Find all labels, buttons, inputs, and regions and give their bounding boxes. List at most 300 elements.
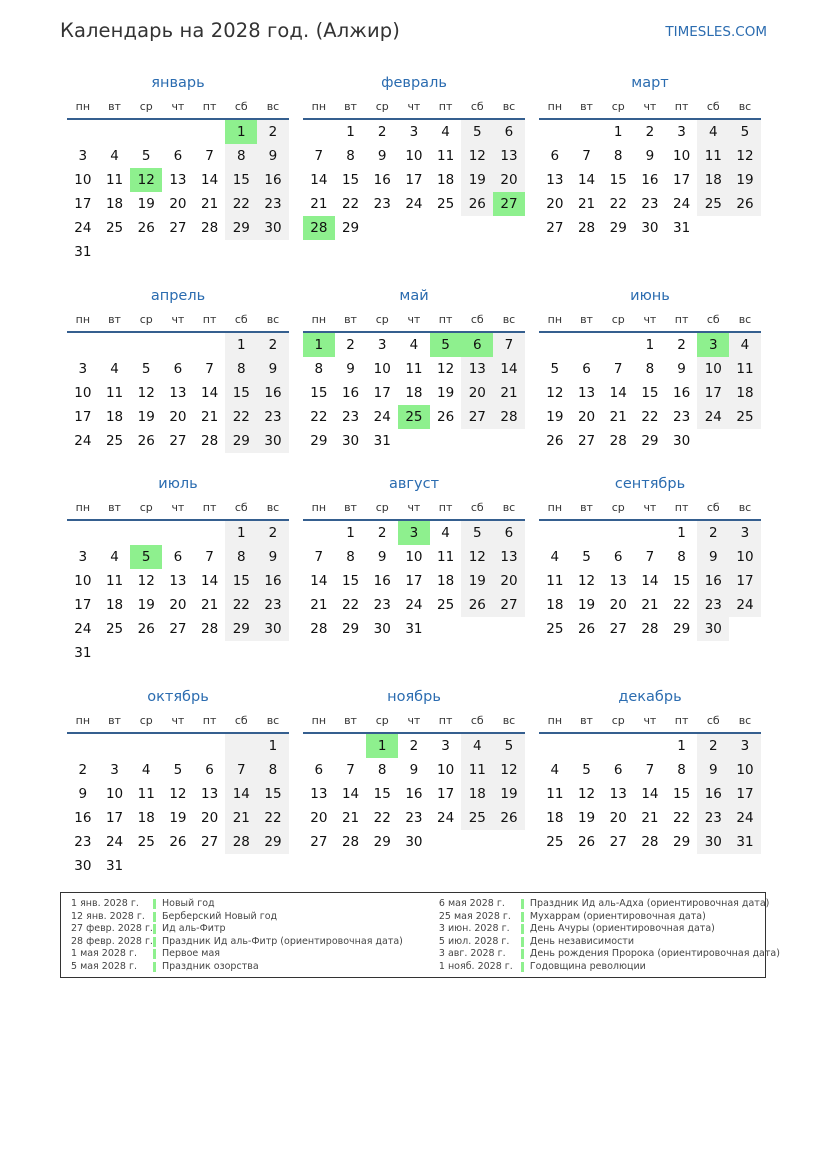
day-cell-empty: [257, 641, 289, 665]
day-cell: 7: [346, 762, 355, 778]
day-cell: 20: [310, 810, 328, 826]
legend-date: 1 нояб. 2028 г.: [438, 960, 513, 972]
day-cell: 10: [729, 758, 761, 782]
day-cell: 30: [373, 621, 391, 637]
weekday-label: пт: [202, 100, 217, 113]
day-cell: 8: [346, 148, 355, 164]
day-cell-empty: [130, 240, 162, 264]
day-cell: 29: [609, 220, 627, 236]
day-cell: 2: [257, 521, 289, 545]
day-cell: 2: [697, 734, 729, 758]
day-cell: 31: [729, 830, 761, 854]
day-cell: 20: [201, 810, 219, 826]
day-cell: 9: [346, 361, 355, 377]
week-row: [303, 521, 525, 545]
day-cell-empty: [162, 734, 194, 758]
day-cell: 7: [645, 549, 655, 565]
day-cell: 1: [613, 124, 623, 140]
day-cell: 10: [697, 357, 729, 381]
week-row: [67, 216, 289, 240]
day-cell: 25: [437, 196, 455, 212]
weekday-label: вс: [266, 100, 280, 113]
day-cell: 1: [346, 124, 355, 140]
day-cell: 5: [461, 120, 493, 144]
day-cell: 16: [74, 810, 92, 826]
day-cell: 19: [577, 810, 596, 826]
legend-date: 12 янв. 2028 г.: [71, 910, 145, 922]
day-cell: 24: [673, 196, 691, 212]
weekday-header: [67, 497, 289, 521]
legend-holiday-name: День рождения Пророка (ориентировочная дата): [529, 948, 780, 960]
day-cell: 22: [225, 593, 257, 617]
day-cell: 1: [677, 738, 686, 754]
day-cell: 29: [641, 433, 659, 449]
weekday-label: вт: [344, 313, 357, 326]
weekday-label: чт: [407, 100, 421, 113]
weekday-label: ср: [139, 313, 153, 326]
day-cell: 9: [257, 144, 289, 168]
weekday-label: вт: [344, 100, 357, 113]
day-cell: 17: [74, 597, 92, 613]
day-cell: 23: [74, 834, 92, 850]
legend-date: 3 июн. 2028 г.: [438, 923, 510, 935]
weekday-header: [539, 497, 761, 521]
day-cell-empty: [493, 617, 525, 641]
holiday-legend: [60, 892, 780, 978]
legend-holiday-name: Годовщина революции: [529, 960, 646, 972]
day-cell: 10: [74, 385, 92, 401]
day-cell: 29: [341, 621, 360, 637]
day-cell: 13: [546, 172, 564, 188]
day-cell: 9: [377, 148, 387, 164]
day-cell: 6: [314, 762, 324, 778]
weekday-label: сб: [706, 313, 720, 326]
day-cell: 9: [377, 549, 387, 565]
day-cell: 25: [546, 834, 564, 850]
day-cell-empty: [162, 854, 194, 878]
day-cell-empty: [194, 120, 226, 144]
weekday-label: вс: [502, 100, 516, 113]
holiday-day-cell: 3: [398, 521, 430, 545]
week-row: [303, 734, 525, 758]
day-cell: 5: [582, 762, 591, 778]
day-cell: 10: [373, 361, 391, 377]
weekday-label: вт: [344, 501, 357, 514]
week-row: [303, 429, 525, 453]
day-cell: 21: [641, 597, 659, 613]
day-cell: 21: [225, 806, 257, 830]
day-cell: 10: [74, 172, 92, 188]
day-cell: 13: [493, 545, 525, 569]
day-cell: 8: [257, 758, 289, 782]
legend-date: 27 февр. 2028 г.: [71, 923, 153, 935]
weekday-label: пт: [438, 714, 453, 727]
week-row: [67, 333, 289, 357]
holiday-day-cell: 5: [430, 333, 462, 357]
day-cell: 10: [74, 573, 92, 589]
day-cell: 4: [550, 549, 560, 565]
week-row: [539, 569, 761, 593]
day-cell-empty: [162, 333, 194, 357]
day-cell-empty: [162, 240, 194, 264]
day-cell: 24: [105, 834, 124, 850]
day-cell: 3: [78, 549, 88, 565]
day-cell: 5: [582, 549, 591, 565]
week-row: [539, 617, 761, 641]
day-cell: 14: [641, 573, 659, 589]
day-cell-empty: [539, 333, 571, 357]
day-cell: 30: [697, 830, 729, 854]
day-cell: 6: [173, 148, 183, 164]
day-cell: 30: [697, 617, 729, 641]
month-name: январь: [151, 75, 205, 91]
day-cell: 15: [225, 168, 257, 192]
weekday-header: [303, 96, 525, 120]
day-cell: 16: [405, 786, 423, 802]
day-cell: 22: [641, 409, 659, 425]
day-cell: 7: [225, 758, 257, 782]
day-cell: 29: [257, 830, 289, 854]
day-cell: 10: [105, 786, 124, 802]
day-cell: 15: [373, 786, 391, 802]
weekday-label: чт: [643, 501, 657, 514]
weekday-label: пн: [311, 714, 327, 727]
day-cell: 28: [577, 220, 596, 236]
day-cell: 6: [550, 148, 560, 164]
day-cell-empty: [194, 240, 226, 264]
weekday-label: вс: [502, 313, 516, 326]
weekday-label: пн: [75, 501, 91, 514]
holiday-marker: [521, 912, 524, 922]
day-cell: 19: [461, 569, 493, 593]
day-cell-empty: [194, 734, 226, 758]
legend-date: 28 февр. 2028 г.: [71, 935, 153, 947]
month-block: [539, 686, 761, 854]
month-block: [67, 285, 289, 453]
day-cell: 11: [461, 758, 493, 782]
day-cell: 5: [461, 521, 493, 545]
weekday-label: вт: [580, 100, 593, 113]
weekday-label: вс: [502, 501, 516, 514]
day-cell: 12: [577, 573, 596, 589]
weekday-label: вт: [580, 501, 593, 514]
day-cell-empty: [398, 216, 430, 240]
weekday-label: вс: [502, 714, 516, 727]
day-cell: 9: [677, 361, 686, 377]
month-block: [303, 285, 525, 453]
day-cell: 1: [677, 525, 686, 541]
legend-row: [439, 898, 780, 911]
day-cell: 13: [461, 357, 493, 381]
day-cell: 3: [409, 124, 419, 140]
day-cell: 21: [310, 597, 328, 613]
day-cell: 13: [609, 573, 627, 589]
day-cell: 13: [577, 385, 596, 401]
holiday-day-cell: 25: [398, 405, 430, 429]
day-cell: 27: [609, 621, 627, 637]
day-cell-empty: [225, 734, 257, 758]
weekday-header: [67, 710, 289, 734]
day-cell: 1: [346, 525, 355, 541]
day-cell: 11: [729, 357, 761, 381]
day-cell: 15: [257, 782, 289, 806]
legend-row: [439, 923, 780, 936]
day-cell: 6: [205, 762, 214, 778]
day-cell: 8: [225, 545, 257, 569]
week-row: [539, 381, 761, 405]
day-cell: 19: [729, 168, 761, 192]
day-cell: 27: [493, 593, 525, 617]
month-name: август: [388, 476, 440, 492]
legend-row: [439, 936, 780, 949]
day-cell: 26: [546, 433, 564, 449]
day-cell: 23: [697, 593, 729, 617]
week-row: [67, 758, 289, 782]
day-cell-empty: [194, 641, 226, 665]
day-cell: 2: [645, 124, 655, 140]
day-cell: 28: [641, 621, 659, 637]
day-cell-empty: [430, 617, 462, 641]
day-cell: 23: [697, 806, 729, 830]
day-cell: 2: [377, 124, 387, 140]
weekday-label: сб: [470, 313, 484, 326]
day-cell: 17: [74, 196, 92, 212]
day-cell: 5: [173, 762, 183, 778]
day-cell-empty: [67, 120, 99, 144]
day-cell: 21: [201, 597, 219, 613]
day-cell-empty: [257, 854, 289, 878]
day-cell: 19: [546, 409, 564, 425]
weekday-label: сб: [234, 100, 248, 113]
holiday-day-cell: 6: [461, 333, 493, 357]
weekday-label: чт: [171, 714, 185, 727]
weekday-label: пт: [202, 313, 217, 326]
day-cell: 26: [169, 834, 187, 850]
day-cell: 4: [110, 148, 119, 164]
day-cell: 24: [697, 405, 729, 429]
month-name: октябрь: [147, 689, 209, 705]
day-cell: 8: [225, 357, 257, 381]
day-cell: 12: [546, 385, 564, 401]
day-cell: 26: [493, 806, 525, 830]
day-cell: 19: [169, 810, 187, 826]
legend-row: [71, 923, 403, 936]
day-cell: 18: [137, 810, 155, 826]
day-cell: 10: [405, 549, 423, 565]
day-cell: 21: [641, 810, 659, 826]
holiday-day-cell: 28: [303, 216, 335, 240]
legend-holiday-name: День независимости: [529, 935, 634, 947]
weekday-label: сб: [470, 501, 484, 514]
weekday-header: [67, 309, 289, 333]
day-cell: 12: [493, 758, 525, 782]
day-cell: 8: [645, 361, 655, 377]
month-block: [67, 72, 289, 264]
weekday-label: пн: [75, 313, 91, 326]
day-cell: 18: [405, 385, 423, 401]
legend-row: [439, 911, 780, 924]
day-cell: 16: [373, 172, 391, 188]
day-cell: 18: [105, 409, 124, 425]
day-cell: 12: [461, 545, 493, 569]
legend-holiday-name: Праздник озорства: [162, 960, 259, 972]
week-row: [303, 593, 525, 617]
week-row: [539, 192, 761, 216]
legend-row: [439, 948, 780, 961]
month-block: [539, 72, 761, 240]
day-cell: 4: [110, 549, 119, 565]
day-cell: 31: [74, 645, 92, 661]
weekday-label: пт: [438, 313, 453, 326]
week-row: [67, 120, 289, 144]
day-cell: 20: [493, 168, 525, 192]
day-cell-empty: [634, 734, 666, 758]
day-cell: 8: [314, 361, 324, 377]
holiday-day-cell: 1: [225, 120, 257, 144]
day-cell: 29: [225, 429, 257, 453]
day-cell: 2: [677, 337, 686, 353]
day-cell-empty: [335, 734, 367, 758]
page-title: Календарь на 2028 год. (Алжир): [60, 19, 400, 42]
day-cell: 8: [677, 549, 686, 565]
day-cell: 19: [137, 597, 155, 613]
week-row: [67, 192, 289, 216]
day-cell: 2: [697, 521, 729, 545]
weekday-label: пн: [547, 501, 563, 514]
holiday-marker: [521, 949, 524, 959]
day-cell: 18: [461, 782, 493, 806]
weekday-label: ср: [375, 313, 389, 326]
day-cell: 24: [74, 621, 92, 637]
site-link[interactable]: TIMESLES.COM: [665, 24, 767, 40]
holiday-day-cell: 3: [697, 333, 729, 357]
day-cell: 6: [613, 549, 623, 565]
legend-holiday-name: Праздник Ид аль-Адха (ориентировочная дата): [529, 898, 770, 909]
day-cell: 26: [729, 192, 761, 216]
week-row: [303, 617, 525, 641]
day-cell: 3: [441, 738, 450, 754]
week-row: [539, 545, 761, 569]
week-row: [539, 782, 761, 806]
day-cell: 30: [673, 433, 691, 449]
day-cell: 26: [461, 192, 493, 216]
day-cell: 30: [257, 216, 289, 240]
day-cell: 13: [310, 786, 328, 802]
week-row: [539, 429, 761, 453]
weekday-header: [539, 710, 761, 734]
weekday-label: пн: [547, 714, 563, 727]
week-row: [67, 405, 289, 429]
day-cell-empty: [571, 120, 603, 144]
day-cell: 7: [493, 333, 525, 357]
day-cell-empty: [130, 333, 162, 357]
day-cell: 27: [310, 834, 328, 850]
day-cell: 16: [257, 569, 289, 593]
week-row: [67, 641, 289, 665]
day-cell: 13: [169, 573, 187, 589]
day-cell: 11: [105, 573, 124, 589]
day-cell: 17: [405, 172, 423, 188]
day-cell: 28: [201, 433, 219, 449]
week-row: [539, 168, 761, 192]
day-cell: 29: [310, 433, 328, 449]
day-cell-empty: [162, 521, 194, 545]
day-cell-empty: [67, 521, 99, 545]
day-cell: 31: [673, 220, 691, 236]
day-cell: 24: [729, 593, 761, 617]
week-row: [539, 357, 761, 381]
legend-holiday-name: Ид аль-Фитр: [162, 923, 226, 935]
day-cell: 4: [409, 337, 419, 353]
day-cell-empty: [602, 333, 634, 357]
day-cell: 16: [341, 385, 360, 401]
weekday-label: пн: [311, 100, 327, 113]
weekday-label: чт: [171, 100, 185, 113]
day-cell: 26: [137, 220, 155, 236]
day-cell: 27: [609, 834, 627, 850]
day-cell-empty: [225, 641, 257, 665]
legend-row: [71, 936, 403, 949]
week-row: [303, 806, 525, 830]
day-cell-empty: [729, 617, 761, 641]
day-cell-empty: [430, 429, 462, 453]
weekday-label: сб: [706, 100, 720, 113]
day-cell: 7: [613, 361, 623, 377]
day-cell: 30: [341, 433, 360, 449]
day-cell: 11: [137, 786, 155, 802]
day-cell: 3: [110, 762, 119, 778]
day-cell: 5: [550, 361, 560, 377]
legend-holiday-name: Новый год: [162, 898, 215, 909]
day-cell: 11: [546, 573, 564, 589]
day-cell: 28: [201, 621, 219, 637]
day-cell: 16: [257, 168, 289, 192]
weekday-label: чт: [643, 714, 657, 727]
day-cell: 26: [577, 621, 596, 637]
weekday-label: вт: [580, 714, 593, 727]
week-row: [303, 830, 525, 854]
weekday-header: [303, 497, 525, 521]
weekday-label: пн: [547, 100, 563, 113]
weekday-label: чт: [407, 313, 421, 326]
holiday-marker: [521, 924, 524, 934]
legend-row: [71, 911, 403, 924]
day-cell: 8: [346, 549, 355, 565]
day-cell: 20: [461, 381, 493, 405]
day-cell: 11: [546, 786, 564, 802]
day-cell: 28: [201, 220, 219, 236]
legend-date: 5 мая 2028 г.: [71, 960, 137, 972]
weekday-label: пн: [547, 313, 563, 326]
day-cell: 30: [641, 220, 659, 236]
weekday-label: сб: [234, 714, 248, 727]
day-cell: 31: [405, 621, 423, 637]
day-cell-empty: [162, 120, 194, 144]
week-row: [67, 357, 289, 381]
weekday-label: пт: [438, 501, 453, 514]
weekday-label: ср: [139, 100, 153, 113]
day-cell: 14: [641, 786, 659, 802]
day-cell: 15: [341, 172, 360, 188]
day-cell: 18: [546, 810, 564, 826]
day-cell: 25: [105, 220, 124, 236]
day-cell: 17: [437, 786, 455, 802]
day-cell: 13: [493, 144, 525, 168]
day-cell-empty: [257, 240, 289, 264]
day-cell: 21: [201, 409, 219, 425]
day-cell-empty: [697, 216, 729, 240]
day-cell: 12: [137, 385, 155, 401]
